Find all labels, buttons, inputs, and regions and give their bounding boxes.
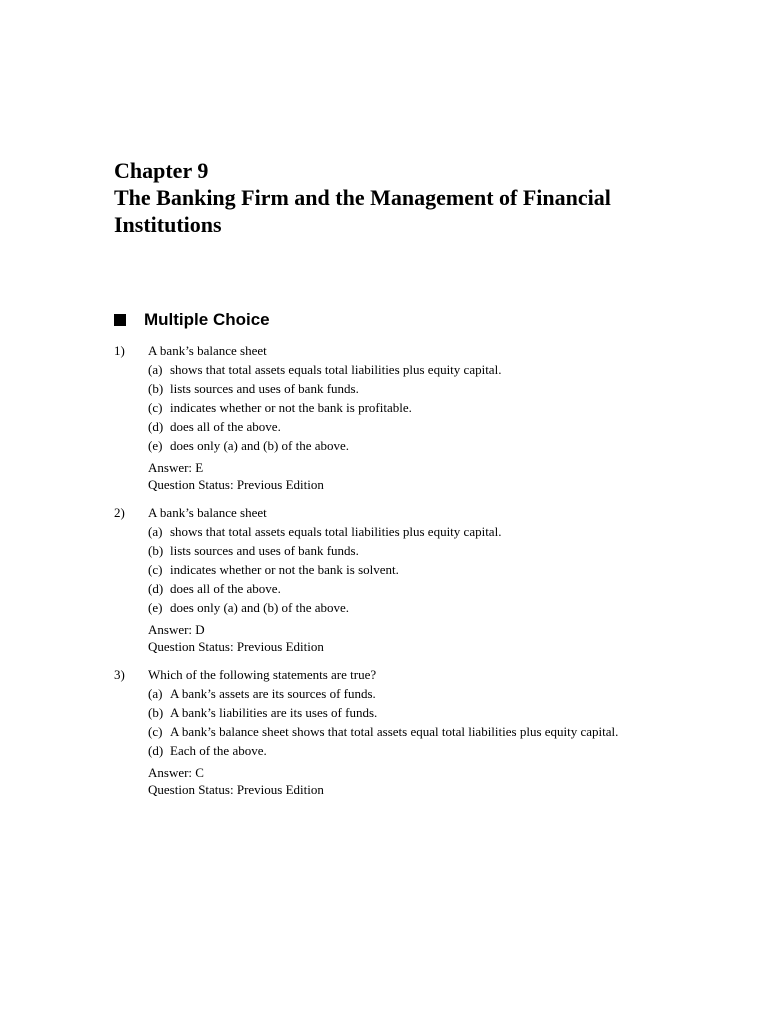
answer-option <box>148 541 734 560</box>
answer-option <box>148 522 734 541</box>
option-letter: (e) <box>148 600 163 615</box>
option-text: does only (a) and (b) of the above. <box>170 600 350 615</box>
question-status: Question Status: Previous Edition <box>148 477 324 492</box>
option-text: does all of the above. <box>170 419 281 434</box>
option-letter: (a) <box>148 362 163 377</box>
question-stem: A bank’s balance sheet <box>148 505 267 520</box>
option-text: A bank’s balance sheet shows that total assets equal total liabilities plus equity capital. <box>170 724 619 739</box>
option-letter: (d) <box>148 581 164 596</box>
answer-option <box>148 703 734 722</box>
answer-option <box>148 560 734 579</box>
question-status: Question Status: Previous Edition <box>148 782 324 797</box>
answer-block <box>148 459 734 493</box>
section-label: Multiple Choice <box>144 310 270 329</box>
chapter-title-line-2: Institutions <box>114 212 222 237</box>
option-letter: (a) <box>148 686 163 701</box>
option-letter: (c) <box>148 400 163 415</box>
option-letter: (e) <box>148 438 163 453</box>
option-text: lists sources and uses of bank funds. <box>170 543 359 558</box>
question-item <box>114 665 734 798</box>
option-text: shows that total assets equals total liabilities plus equity capital. <box>170 524 502 539</box>
option-letter: (a) <box>148 524 163 539</box>
section-heading <box>114 309 270 331</box>
option-text: indicates whether or not the bank is profitable. <box>170 400 412 415</box>
question-number: 3) <box>114 667 125 682</box>
option-letter: (c) <box>148 724 163 739</box>
option-letter: (b) <box>148 705 164 720</box>
option-letter: (b) <box>148 381 164 396</box>
answer-option <box>148 417 734 436</box>
option-text: does only (a) and (b) of the above. <box>170 438 350 453</box>
question-item <box>114 341 734 493</box>
option-text: does all of the above. <box>170 581 281 596</box>
option-letter: (b) <box>148 543 164 558</box>
answer-block <box>148 764 734 798</box>
option-letter: (d) <box>148 743 164 758</box>
answer-key: Answer: D <box>148 622 205 637</box>
option-text: A bank’s liabilities are its uses of funds. <box>170 705 378 720</box>
answer-option <box>148 684 734 703</box>
option-text: shows that total assets equals total liabilities plus equity capital. <box>170 362 502 377</box>
option-text: A bank’s assets are its sources of funds. <box>170 686 376 701</box>
answer-key: Answer: E <box>148 460 204 475</box>
answer-option <box>148 398 734 417</box>
option-text: Each of the above. <box>170 743 267 758</box>
question-number: 1) <box>114 343 125 358</box>
answer-option <box>148 436 734 455</box>
question-status: Question Status: Previous Edition <box>148 639 324 654</box>
chapter-number: Chapter 9 <box>114 158 209 183</box>
question-list <box>114 341 734 808</box>
option-text: indicates whether or not the bank is solvent. <box>170 562 399 577</box>
answer-block <box>148 621 734 655</box>
chapter-title-line-1: The Banking Firm and the Management of Financial <box>114 185 611 210</box>
square-bullet-icon <box>114 314 126 326</box>
question-stem: Which of the following statements are true? <box>148 667 377 682</box>
question-body <box>148 665 734 798</box>
question-number: 2) <box>114 505 125 520</box>
answer-option <box>148 360 734 379</box>
answer-option <box>148 379 734 398</box>
question-item <box>114 503 734 655</box>
answer-option <box>148 579 734 598</box>
question-body <box>148 503 734 655</box>
option-letter: (c) <box>148 562 163 577</box>
answer-option <box>148 741 734 760</box>
answer-option <box>148 598 734 617</box>
question-body <box>148 341 734 493</box>
chapter-heading <box>114 157 714 238</box>
option-text: lists sources and uses of bank funds. <box>170 381 359 396</box>
option-letter: (d) <box>148 419 164 434</box>
question-stem: A bank’s balance sheet <box>148 343 267 358</box>
answer-option <box>148 722 734 741</box>
answer-key: Answer: C <box>148 765 204 780</box>
